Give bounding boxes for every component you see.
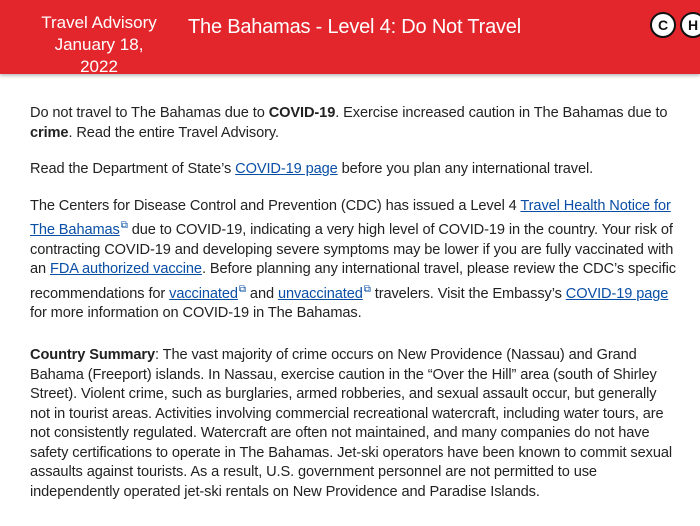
advisory-header	[0, 0, 700, 74]
unvaccinated-link[interactable]: unvaccinated	[277, 285, 363, 302]
advisory-body	[30, 104, 678, 519]
advisory-date-block	[34, 12, 164, 78]
vaccinated-link[interactable]: vaccinated	[169, 285, 238, 302]
advisory-badges	[650, 12, 700, 38]
state-covid-page-link[interactable]: COVID-19 page	[235, 161, 338, 178]
embassy-covid-page-link[interactable]: COVID-19 page	[565, 285, 669, 302]
advisory-label: Travel Advisory	[41, 13, 157, 32]
external-link-icon: ⧉	[238, 284, 246, 296]
badge-c[interactable]: C	[650, 12, 676, 38]
crime-emphasis: crime	[30, 124, 69, 141]
paragraph-cdc: The Centers for Disease Control and Prevention (CDC) has issued a Level 4 Travel Health Notice for The Bahamas⧉ due to COVID-19, indicating a very high level of COVID-19 in the country. Your risk of contracting COVID-19 and developing severe symptoms may be lower if you are fully vaccinated with an FDA authorized vaccine. Before planning any international travel, please review the CDC’s specific recommendations for vaccinated⧉ and unvaccinated⧉ travelers. Visit the Embassy’s COVID-19 page for more information on COVID-19 in The Bahamas.	[30, 197, 676, 322]
badge-h[interactable]: H	[680, 12, 700, 38]
advisory-title: The Bahamas - Level 4: Do Not Travel	[188, 16, 521, 38]
cdc-health-notice-link[interactable]: Travel Health Notice for The Bahamas	[30, 197, 671, 239]
country-summary-heading: Country Summary	[30, 347, 156, 364]
paragraph-state-department: Read the Department of State’s COVID-19 page before you plan any international travel.	[30, 161, 594, 178]
external-link-icon: ⧉	[363, 284, 371, 296]
covid-emphasis: COVID-19	[268, 105, 336, 121]
paragraph-country-summary: Country Summary: The vast majority of crime occurs on New Providence (Nassau) and Grand Bahama (Freeport) islands. In Nassau, exercise caution in the “Over the Hill” area (south of Shirley Street). Violent crime, such as burglaries, armed robberies, and sexual assault occur, but generally not in tourist areas. Activities involving commercial recreational watercraft, including water tours, are not consistently regulated. Watercraft are often not maintained, and many companies do not have safety certifications to operate in The Bahamas. Jet-ski operators have been known to commit sexual assaults against tourists. As a result, U.S. government personnel are not permitted to use independently operated jet-ski rentals on New Providence and Paradise Islands.	[30, 347, 673, 500]
advisory-date: January 18, 2022	[54, 35, 144, 76]
external-link-icon: ⧉	[120, 220, 128, 232]
fda-vaccine-link[interactable]: FDA authorized vaccine	[50, 261, 202, 278]
paragraph-summary-intro: Do not travel to The Bahamas due to COVID-19. Exercise increased caution in The Bahamas due to crime. Read the entire Travel Advisory.	[30, 105, 668, 141]
